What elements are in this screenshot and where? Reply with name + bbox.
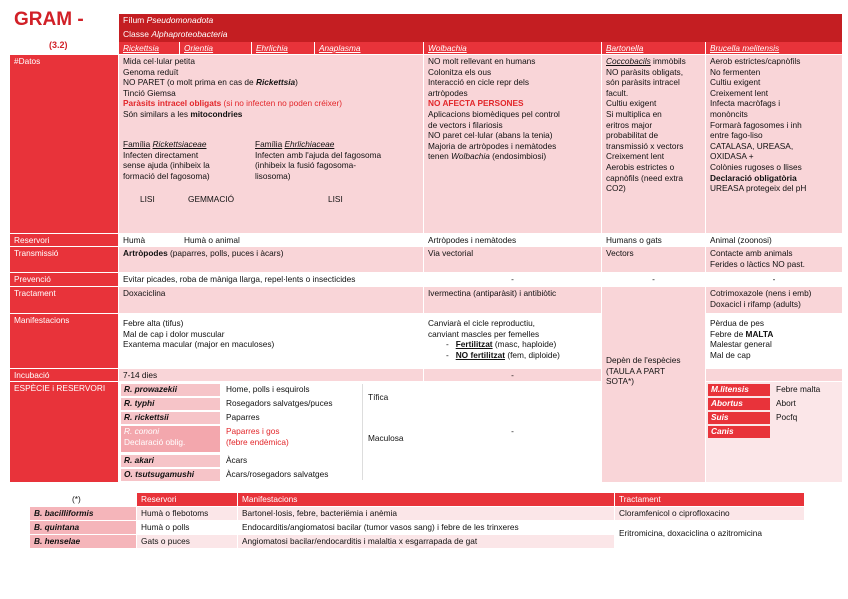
text-fragment: (endosimbiosi) (492, 151, 547, 162)
highlight-text: Artròpodes (123, 248, 168, 258)
highlight-text: Paràsits intracel obligats (123, 98, 222, 109)
species-name (121, 412, 220, 424)
text-line (123, 109, 419, 120)
species-reservoir: Paparres (226, 412, 260, 422)
family-title (255, 139, 419, 150)
group-maculosa: Maculosa (368, 433, 404, 443)
incubacio-rickettsia: 7-14 dies (119, 369, 423, 381)
text-line: Paparres i gos (226, 426, 280, 436)
species-label: Canis (711, 426, 734, 436)
bart-manif: Angiomatosi bacilar/endocarditis i malaltia x esgarrapada de gat (238, 535, 614, 548)
text-line: Si multiplica en (606, 108, 662, 119)
text-line: Interacció en cicle repr dels (428, 77, 529, 88)
species-name (121, 398, 220, 410)
class-name: Alphaproteobacteria (151, 29, 228, 39)
species-label: Abortus (711, 398, 743, 408)
text-fragment: Família (255, 139, 283, 149)
text-line (606, 56, 701, 67)
family-rickettsiaceae (121, 139, 249, 195)
transmissio-brucella (706, 247, 842, 272)
bart-species (30, 507, 136, 520)
highlight-text: NO fertilitzat (455, 349, 506, 360)
species-label: M.litensis (711, 384, 749, 394)
text-line: (inhibeix la fusió fagosoma- (255, 160, 356, 171)
prevencio-bartonella: - (602, 273, 705, 286)
manif-brucella (706, 314, 842, 368)
text-line: Mal de cap (710, 349, 751, 360)
text-line: SOTA*) (606, 376, 634, 387)
text-line: lisosoma) (255, 170, 291, 181)
row-datos: #Datos (10, 55, 118, 233)
species-name-cononi (121, 426, 220, 452)
text-line: són paràsits intracel (606, 77, 680, 88)
text-line: Tinció Giemsa (123, 87, 176, 98)
bart-reservori: Humà o flebotoms (137, 507, 237, 520)
species-label: Suis (711, 412, 729, 422)
reservori-bartonella: Humans o gats (602, 234, 705, 246)
text-line: Genoma reduït (123, 66, 179, 77)
species-reservoir (226, 426, 289, 447)
brucella-species (708, 398, 770, 410)
text-line: sense ajuda (inhibeix la (123, 160, 210, 171)
class-bar (119, 28, 842, 42)
bart-header-tractament: Tractament (615, 493, 804, 506)
text-line: Formarà fagosomes i inh (710, 119, 802, 130)
text-line: OXIDASA + (710, 151, 754, 162)
manif-rickettsia (119, 314, 423, 368)
brucella-species-value: Abort (776, 398, 796, 408)
tractament-wolbachia: Ivermectina (antiparàsit) i antibiòtic (424, 287, 601, 313)
text-line: Cotrimoxazole (nens i emb) (710, 288, 812, 298)
col-brucella: Brucella melitensis (706, 42, 842, 54)
brucella-species-value: Pocfq (776, 412, 798, 422)
bart-reservori: Gats o puces (137, 535, 237, 548)
text-line: Mal de cap i dolor muscular (123, 328, 225, 339)
text-line: Exantema macular (major en maculoses) (123, 339, 275, 350)
text-line: NO paret cel·lular (abans la tenia) (428, 130, 553, 141)
row-prevencio: Prevenció (10, 273, 118, 286)
row-manifestacions: Manifestacions (10, 314, 118, 368)
text-line: NO molt rellevant en humans (428, 56, 536, 66)
row-especies: ESPÈCIE i RESERVORI (10, 382, 118, 482)
genus-name: Wolbachia (451, 151, 490, 162)
incubacio-wolbachia: - (424, 369, 601, 381)
species-reservoir: Rosegadors salvatges/puces (226, 398, 333, 408)
species-reservoir: Àcars/rosegadors salvatges (226, 469, 329, 479)
datos-wolbachia-cell (424, 55, 601, 233)
text-line: formació del fagosoma) (123, 170, 210, 181)
reservori-brucella: Animal (zoonosi) (706, 234, 842, 246)
text-line: Cultiu exigent (710, 77, 761, 88)
highlight-text: Fertilitzat (455, 339, 493, 350)
text-line: Majoria de artròpodes i nemàtodes (428, 140, 557, 151)
tractament-rickettsia: Doxaciclina (119, 287, 423, 313)
bart-table-marker: (*) (72, 494, 81, 504)
text-line: Aerobis estrictes o (606, 161, 675, 172)
text-fragment: (paparres, polls, puces i àcars) (170, 248, 284, 258)
text-line: CATALASA, UREASA, (710, 140, 794, 151)
reservori-rickettsia: Humà (119, 234, 179, 246)
prevencio-brucella: - (706, 273, 842, 286)
text-line (123, 98, 419, 109)
highlight-text: mitocondries (190, 108, 243, 119)
text-line: Cultiu exigent (606, 98, 657, 109)
text-line: Aerob estrictes/capnòfils (710, 56, 801, 66)
highlight-text: MALTA (745, 328, 774, 339)
datos-brucella-cell (706, 55, 842, 233)
text-fragment: tenen (428, 151, 449, 162)
species-note: Declaració oblig. (124, 436, 186, 447)
text-line: Infecten amb l'ajuda del fagosoma (255, 149, 382, 160)
prevencio-rickettsia: Evitar picades, roba de màniga llarga, repel·lents o insecticides (119, 273, 423, 286)
bart-reservori: Humà o polls (137, 521, 237, 534)
text-line: eritros major (606, 119, 653, 130)
text-line: Infecten directament (123, 149, 199, 160)
text-line (123, 77, 419, 88)
reservori-wolbachia: Artròpodes i nemàtodes (424, 234, 601, 246)
row-incubacio: Incubació (10, 369, 118, 381)
bartonella-merged-cell (602, 287, 705, 482)
text-line: entre fago-liso (710, 130, 763, 141)
species-reservoir: Àcars (226, 455, 248, 465)
text-line: CO2) (606, 183, 626, 194)
text-line: capnòfils (need extra (606, 172, 684, 183)
family-ehrlichiaceae (253, 139, 421, 195)
family-title (123, 139, 247, 150)
genus-name: Rickettsia (255, 77, 296, 88)
brucella-species-value: Febre malta (776, 384, 821, 394)
text-line: Doxacicl i rifamp (adults) (710, 298, 801, 309)
row-reservori: Reservori (10, 234, 118, 246)
species-label: R. cononi (124, 426, 160, 436)
text-line: Malestar general (710, 339, 772, 350)
bart-tractament: Eritromicina, doxaciclina o azitromicina (615, 521, 804, 548)
species-reservoir: Home, polls i esquirols (226, 384, 310, 394)
divider (362, 384, 363, 480)
text-fragment: NO PARET (o molt prima en cas de (123, 77, 254, 88)
col-wolbachia: Wolbachia (424, 42, 601, 54)
gemmacio-label: GEMMACIÓ (188, 194, 235, 204)
species-label: R. rickettsii (124, 412, 169, 422)
phylum-name: Pseudomonadota (146, 15, 214, 25)
manif-wolbachia (424, 314, 601, 368)
text-fragment: (fem, diploide) (507, 349, 560, 360)
col-rickettsia: Rickettsia (119, 42, 179, 54)
bart-header-reservori: Reservori (137, 493, 237, 506)
text-line: Pèrdua de pes (710, 318, 764, 328)
text-line: Febre alta (tifus) (123, 318, 184, 328)
phylum-label: Fílum (123, 15, 145, 25)
text-line: Colonitza els ous (428, 66, 492, 77)
text-line: - NO fertilitzat (fem, diploide) (446, 349, 560, 360)
lisi-label-1: LISI (140, 194, 155, 204)
text-fragment: immòbils (653, 56, 686, 66)
text-line: Canviarà el cicle reproductiu, (428, 318, 535, 328)
bart-species (30, 521, 136, 534)
bart-species (30, 535, 136, 548)
text-fragment: Febre de (710, 328, 744, 339)
especies-wolbachia: - (424, 382, 601, 482)
text-line: facult. (606, 87, 629, 98)
species-label: B. quintana (34, 522, 80, 532)
col-ehrlichia: Ehrlichia (252, 42, 314, 54)
species-label: B. henselae (34, 536, 81, 546)
row-tractament: Tractament (10, 287, 118, 313)
text-line: de vectors i filariosis (428, 119, 503, 130)
species-name (121, 469, 220, 481)
family-name: Ehrlichiaceae (284, 139, 335, 149)
text-line: No fermenten (710, 66, 761, 77)
species-label: R. prowazekii (124, 384, 178, 394)
bart-manif: Endocarditis/angiomatosi bacilar (tumor vasos sang) i febre de les trinxeres (238, 521, 614, 534)
text-line (428, 151, 597, 162)
row-transmissio: Transmissió (10, 247, 118, 272)
species-label: R. akari (124, 455, 154, 465)
transmissio-rickettsia (119, 247, 423, 272)
lisi-label-2: LISI (328, 194, 343, 204)
text-line: Creixement lent (710, 87, 769, 98)
class-label: Classe (123, 29, 149, 39)
phylum-bar (119, 14, 842, 28)
family-name: Rickettsiaceae (152, 139, 207, 149)
text-line: Depèn de l'espècies (606, 355, 681, 365)
brucella-species (708, 426, 770, 438)
species-name (121, 384, 220, 396)
species-label: O. tsutsugamushi (124, 469, 195, 479)
bart-manif: Bartonel·losis, febre, bacteriëmia i anèmia (238, 507, 614, 520)
transmissio-bartonella: Vectors (602, 247, 705, 272)
text-line: Creixement lent (606, 151, 665, 162)
group-tifica: Tífica (368, 392, 389, 402)
text-line: Infecta macròfags i (710, 98, 781, 109)
col-anaplasma: Anaplasma (315, 42, 423, 54)
text-line: - Fertilitzat (masc, haploide) (446, 339, 557, 350)
text-fragment: (si no infecten no poden créixer) (223, 98, 343, 109)
incubacio-brucella (706, 369, 842, 381)
text-fragment: ) (295, 77, 298, 88)
text-fragment: Són similars a les (123, 108, 189, 119)
transmissio-wolbachia: Via vectorial (424, 247, 601, 272)
text-line: Ferides o làctics NO past. (710, 258, 805, 269)
text-line: NO AFECTA PERSONES (428, 98, 524, 109)
text-line: (TAULA A PART (606, 365, 666, 376)
species-name (121, 455, 220, 467)
text-line (710, 329, 838, 340)
text-fragment: Família (123, 139, 151, 149)
bart-tractament: Cloramfenicol o ciprofloxacino (615, 507, 804, 520)
prevencio-wolbachia: - (424, 273, 601, 286)
text-line: transmissió x vectors (606, 140, 684, 151)
text-line: UREASA protegeix del pH (710, 183, 807, 194)
highlight-text: Coccobacils (606, 56, 651, 66)
text-line: NO paràsits obligats, (606, 66, 684, 77)
brucella-species (708, 412, 770, 424)
page-subtitle: (3.2) (49, 40, 68, 50)
text-fragment: (masc, haploide) (494, 339, 557, 350)
reservori-orientia: Humà o animal (180, 234, 423, 246)
text-line: Colònies rugoses o llises (710, 161, 802, 172)
page-title: GRAM - (14, 9, 84, 30)
col-bartonella: Bartonella (602, 42, 705, 54)
text-line: canviant mascles per femelles (428, 328, 540, 339)
text-line: (febre endèmica) (226, 436, 289, 447)
datos-bartonella-cell (602, 55, 705, 233)
text-line: artròpodes (428, 87, 468, 98)
text-line: Declaració obligatòria (710, 172, 797, 183)
species-label: B. bacilliformis (34, 508, 94, 518)
text-line: Contacte amb animals (710, 248, 793, 258)
brucella-species (708, 384, 770, 396)
species-label: R. typhi (124, 398, 155, 408)
tractament-brucella (706, 287, 842, 313)
bart-header-manifestacions: Manifestacions (238, 493, 614, 506)
col-orientia: Orientia (180, 42, 251, 54)
text-line: monòncits (710, 108, 748, 119)
text-line: Aplicacions biomèdiques pel control (428, 108, 560, 119)
text-line: Mida cel·lular petita (123, 56, 195, 66)
text-line: probabilitat de (606, 130, 659, 141)
